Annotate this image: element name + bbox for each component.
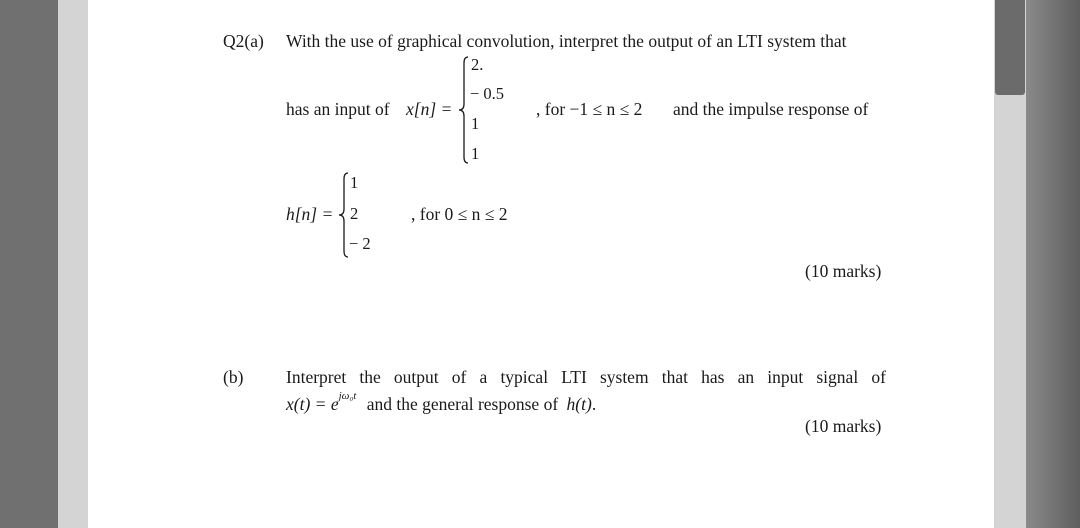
question-label-q2a: Q2(a): [223, 31, 264, 51]
word: the: [359, 367, 381, 387]
left-gutter: [58, 0, 88, 528]
word: LTI: [561, 367, 587, 387]
question-text-input-of: has an input of: [286, 99, 390, 119]
h-piecewise-brace: [336, 172, 350, 258]
word: of: [451, 367, 467, 387]
word: output: [393, 367, 439, 387]
word: that: [661, 367, 688, 387]
word: of: [871, 367, 886, 387]
word: signal: [816, 367, 859, 387]
h-value-2: − 2: [349, 234, 371, 253]
x-value-3: 1: [471, 144, 480, 163]
question-b-text-line-1: [286, 369, 886, 387]
x-t-expression: x(t) = e: [286, 393, 339, 414]
x-function-lhs: x[n] =: [406, 99, 453, 119]
period: .: [591, 393, 597, 414]
h-t: h(t): [566, 393, 592, 414]
question-text-impulse-response: and the impulse response of: [673, 99, 869, 119]
h-value-0: 1: [350, 173, 359, 192]
x-value-0: 2.: [471, 55, 484, 74]
marks-q2a: (10 marks): [805, 261, 882, 281]
question-b-text-line-2: [286, 390, 597, 414]
x-value-2: 1: [471, 114, 480, 133]
word: an: [737, 367, 755, 387]
x-range: , for −1 ≤ n ≤ 2: [536, 99, 643, 119]
x-piecewise-brace: [456, 56, 470, 164]
word: has: [701, 367, 725, 387]
word: system: [599, 367, 649, 387]
question-b-text-general-response: and the general response of: [366, 393, 559, 414]
h-range: , for 0 ≤ n ≤ 2: [411, 204, 508, 224]
question-text-line-1: With the use of graphical convolution, interpret the output of an LTI system that: [286, 31, 847, 51]
x-value-1: − 0.5: [470, 84, 505, 103]
word: typical: [500, 367, 549, 387]
marks-b: (10 marks): [805, 416, 882, 436]
word: Interpret: [286, 367, 347, 387]
word: input: [767, 367, 804, 387]
scrollbar-thumb[interactable]: [995, 0, 1025, 95]
question-label-b: (b): [223, 367, 244, 387]
exponent: jω₀t: [338, 390, 357, 402]
h-value-1: 2: [350, 204, 359, 223]
word: a: [479, 367, 488, 387]
right-edge: [1026, 0, 1080, 528]
h-function-lhs: h[n] =: [286, 204, 334, 224]
